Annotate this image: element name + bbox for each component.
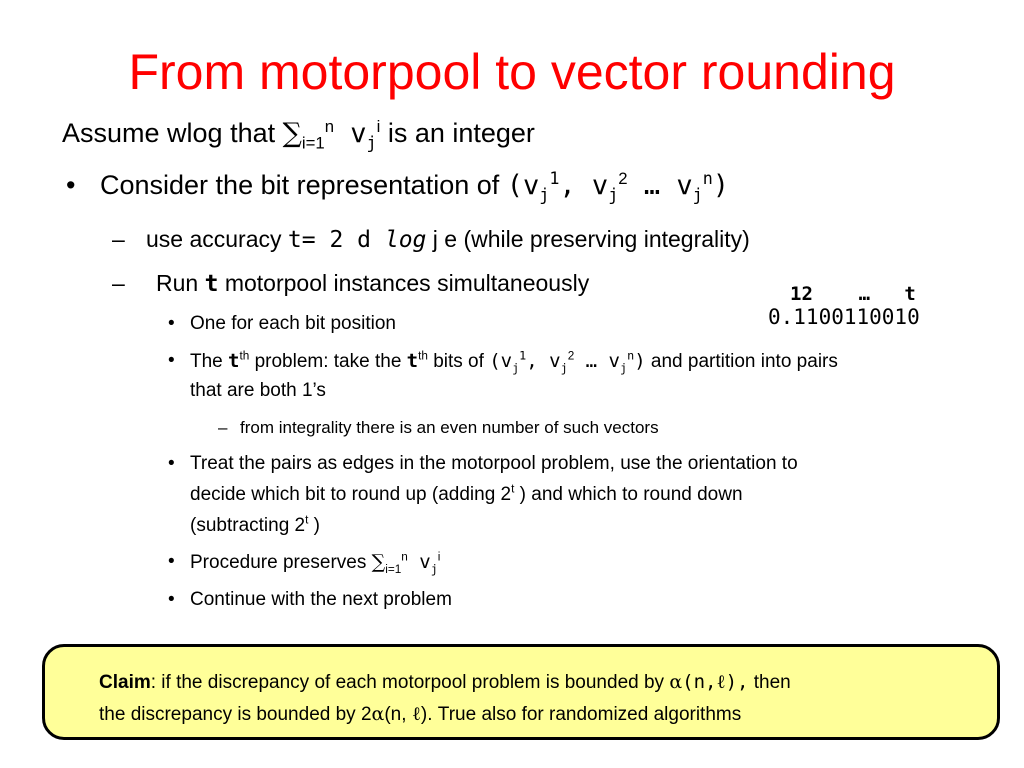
tth-text-c: bits of <box>427 351 490 372</box>
t-symbol: t <box>204 271 219 297</box>
accuracy-note: (while preserving integrality) <box>457 226 750 252</box>
accuracy-dash: – <box>112 226 125 252</box>
treat-text-2b: ) and which to round down <box>514 484 743 505</box>
accuracy-line <box>146 226 750 253</box>
math-comma: , v <box>559 170 609 201</box>
sum-upper-index: n <box>324 117 335 136</box>
t-symbol: t <box>228 350 240 372</box>
run-text-end: motorpool instances simultaneously <box>218 270 590 296</box>
alpha-symbol: α <box>669 671 683 693</box>
bit-positions: 12 … t <box>790 283 916 305</box>
run-text: Run <box>156 270 205 296</box>
th-superscript: th <box>239 349 250 363</box>
integrality-dash: – <box>218 418 228 437</box>
t-symbol: t <box>406 350 419 372</box>
math-ellipsis: … v <box>627 170 693 201</box>
onebit-line: One for each bit position <box>190 313 396 334</box>
tth-bullet: • <box>168 350 175 371</box>
math-sub-1: j <box>539 184 550 205</box>
sum-lower-index: i=1 <box>385 562 402 576</box>
consider-line <box>100 168 730 205</box>
claim-text-b: then <box>748 672 791 693</box>
claim-label: Claim <box>99 672 151 693</box>
tth-text-d: and partition into pairs <box>645 351 838 372</box>
sum-symbol: ∑ <box>371 551 386 573</box>
claim-line-2 <box>99 703 741 726</box>
assume-text-end: is an integer <box>380 118 535 148</box>
ceil-close: j e <box>426 226 458 252</box>
claim-text-2c: ). True also for randomized algorithms <box>420 704 742 725</box>
treat-text-2a: decide which bit to round up (adding 2 <box>190 484 512 505</box>
math-sup-2: 2 <box>567 349 575 363</box>
treat-bullet: • <box>168 453 175 474</box>
assume-line <box>62 117 535 153</box>
sum-symbol: ∑ <box>282 118 302 149</box>
procedure-line <box>190 551 440 574</box>
claim-text-2b: (n, <box>384 704 412 725</box>
procedure-bullet: • <box>168 551 175 572</box>
t-superscript: t <box>511 482 515 496</box>
math-close: ) <box>634 350 646 372</box>
math-comma: , v <box>526 350 561 372</box>
alpha-symbol: α <box>371 703 385 725</box>
vector-superscript: i <box>437 550 441 564</box>
run-dash: – <box>112 270 125 296</box>
assume-text: Assume wlog that <box>62 118 283 148</box>
math-open: (v <box>506 170 540 201</box>
treat-text-3b: ) <box>308 515 321 536</box>
integrality-line: from integrality there is an even number of such vectors <box>240 418 659 437</box>
vector-symbol: v <box>407 551 431 573</box>
math-sup-1: 1 <box>549 168 560 188</box>
slide-title: From motorpool to vector rounding <box>128 44 896 100</box>
math-sub-2: j <box>560 360 568 375</box>
tth-line-2: that are both 1’s <box>190 380 326 401</box>
math-ellipsis: … v <box>574 350 620 372</box>
claim-math: (n,ℓ), <box>682 671 749 693</box>
claim-text-a: : if the discrepancy of each motorpool problem is bounded by <box>150 672 670 693</box>
claim-box <box>42 644 1000 740</box>
treat-line-1: Treat the pairs as edges in the motorpool problem, use the orientation to <box>190 453 798 474</box>
treat-line-3 <box>190 515 320 537</box>
th-superscript: th <box>418 349 428 363</box>
onebit-bullet: • <box>168 313 175 334</box>
continue-line: Continue with the next problem <box>190 589 452 610</box>
math-sup-3: n <box>702 168 713 188</box>
accuracy-formula: t= 2 <box>287 227 344 253</box>
tth-text-a: The <box>190 351 229 372</box>
tth-line <box>190 350 838 373</box>
accuracy-text: use accuracy <box>146 226 288 252</box>
math-sup-3: n <box>627 348 635 363</box>
t-superscript: t <box>305 513 309 527</box>
treat-text-3a: (subtracting 2 <box>190 515 306 536</box>
math-sub-1: j <box>512 360 520 375</box>
treat-line-2 <box>190 484 743 506</box>
sum-lower-index: i=1 <box>301 133 325 153</box>
bit-value: 0.1100110010 <box>768 305 920 329</box>
log-text: log <box>371 227 427 253</box>
claim-text-2a: the discrepancy is bounded by 2 <box>99 704 372 725</box>
math-sub-2: j <box>608 184 619 205</box>
ceil-open: d <box>343 227 371 253</box>
procedure-text: Procedure preserves <box>190 552 372 573</box>
math-sup-1: 1 <box>519 348 527 363</box>
sum-upper-index: n <box>401 550 408 564</box>
math-sub-3: j <box>620 360 628 375</box>
consider-bullet: • <box>66 170 76 200</box>
vector-symbol: v <box>334 118 367 149</box>
continue-bullet: • <box>168 589 175 610</box>
vector-subscript: j <box>430 561 438 576</box>
run-line <box>156 270 589 297</box>
consider-text: Consider the bit representation of <box>100 170 507 200</box>
ell-symbol: ℓ <box>411 703 421 725</box>
math-sub-3: j <box>692 184 703 205</box>
math-close: ) <box>712 170 730 201</box>
vector-subscript: j <box>366 132 377 153</box>
bit-illustration <box>768 283 920 329</box>
math-sup-2: 2 <box>618 169 628 188</box>
vector-superscript: i <box>376 117 381 136</box>
claim-line-1 <box>99 671 791 694</box>
tth-text-b: problem: take the <box>249 351 407 372</box>
math-open: (v <box>489 350 513 372</box>
